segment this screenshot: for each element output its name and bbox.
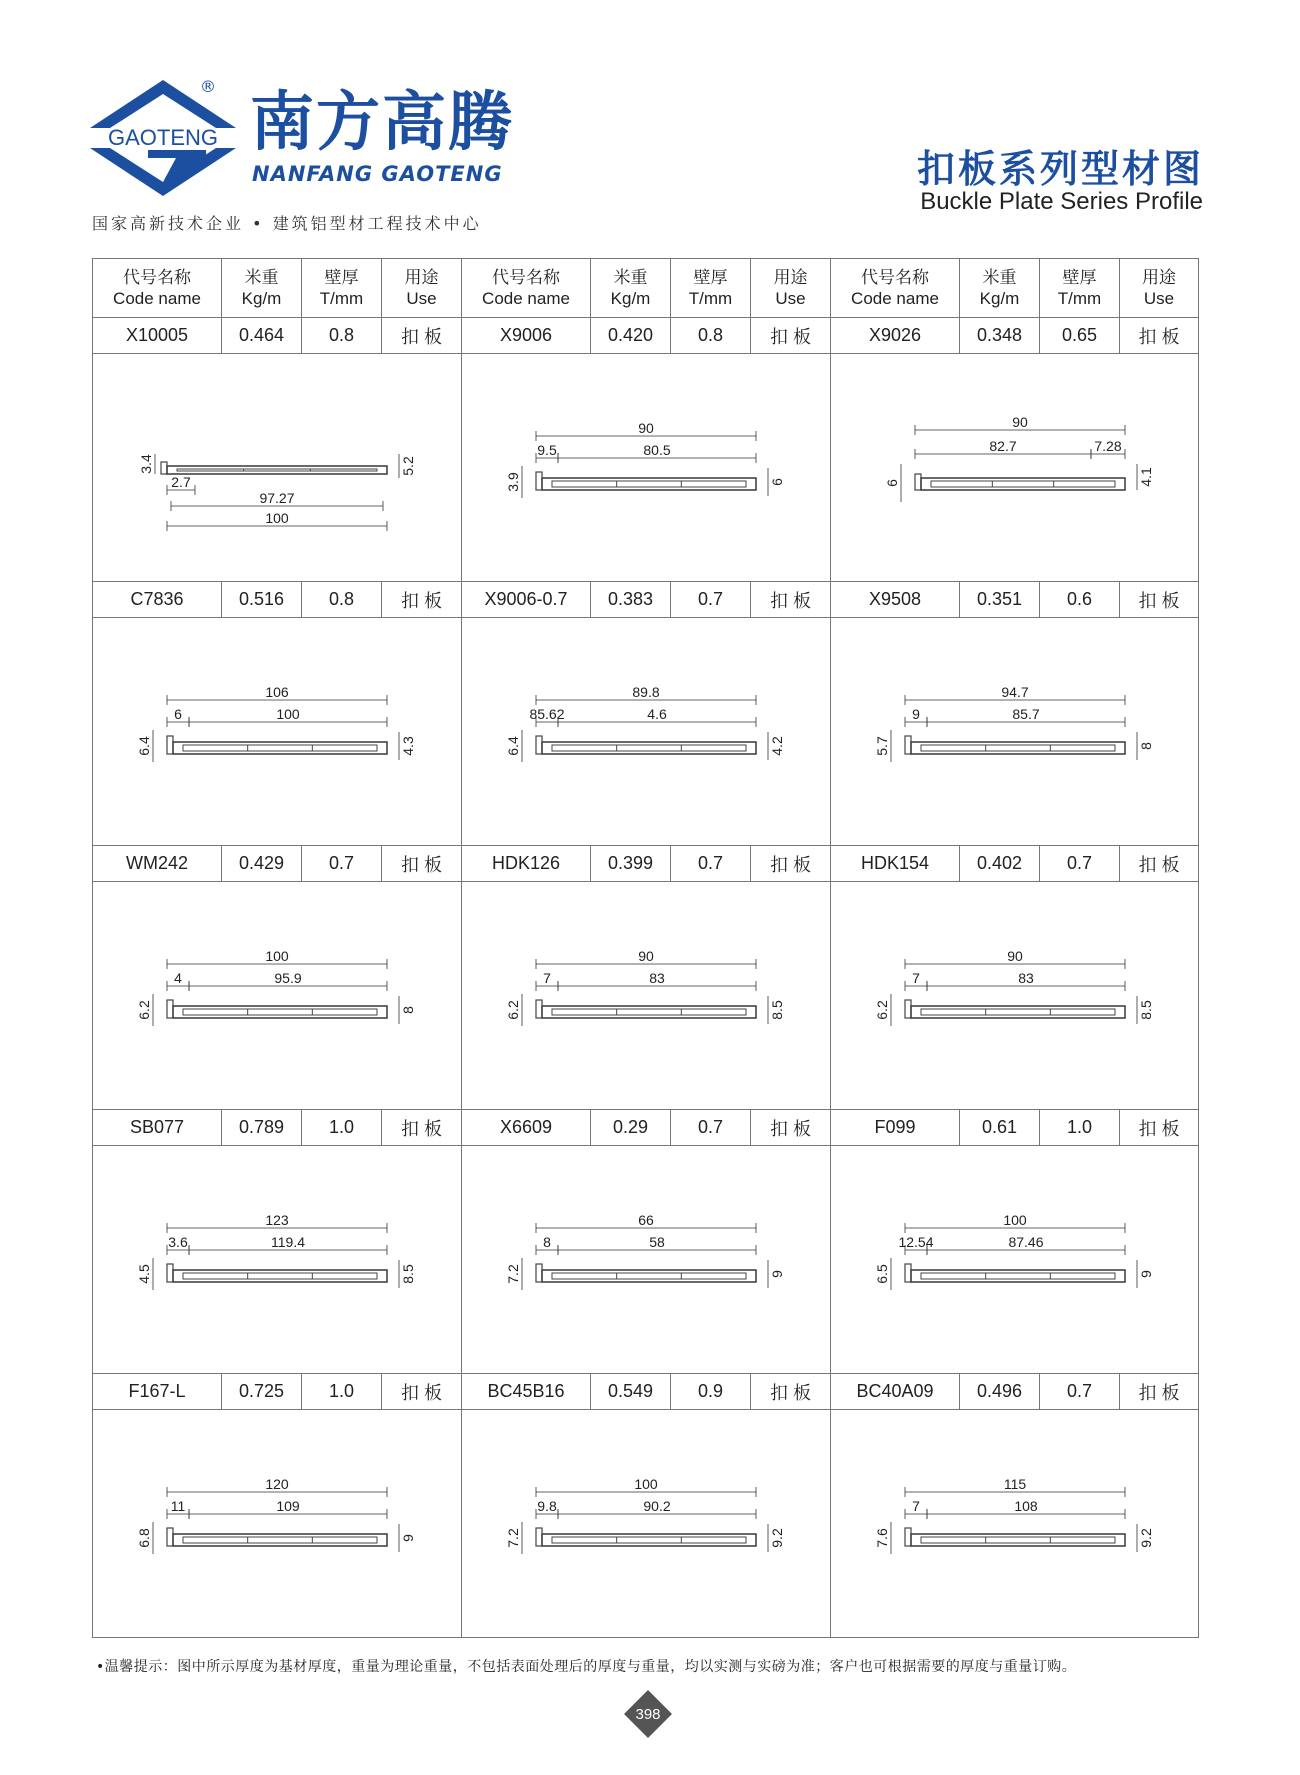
- dimension-label: 100: [1002, 1211, 1027, 1228]
- table-header-row: [93, 259, 1199, 318]
- column-header-en: T/mm: [1057, 289, 1102, 308]
- page-number-badge: [622, 1688, 674, 1740]
- dimension-label: 5.2: [400, 455, 416, 476]
- column-header-cn: 用途: [1142, 268, 1176, 287]
- profile-drawing: [496, 378, 796, 558]
- product-weight: 0.464: [222, 318, 302, 354]
- page-title-cn: 扣板系列型材图: [916, 147, 1204, 191]
- page-title-en: Buckle Plate Series Profile: [920, 188, 1203, 215]
- dimension-label: 89.8: [632, 683, 660, 700]
- dimension-label: 85.62: [529, 705, 565, 722]
- profile-shape: [905, 1264, 1125, 1282]
- product-use: 扣 板: [751, 318, 831, 354]
- product-thickness: 1.0: [1040, 1110, 1120, 1146]
- product-thickness: 0.8: [302, 582, 382, 618]
- column-header: [671, 259, 751, 318]
- product-weight: 0.496: [960, 1374, 1040, 1410]
- dimension-label: 87.46: [1007, 1233, 1044, 1250]
- dimension-label: 90.2: [643, 1497, 671, 1514]
- column-header: [302, 259, 382, 318]
- dimension-label: 9.8: [537, 1497, 557, 1514]
- product-use: 扣 板: [1120, 1110, 1199, 1146]
- product-weight: 0.429: [222, 846, 302, 882]
- profile-drawing-cell: [831, 1410, 1199, 1638]
- profile-drawing-cell: [93, 354, 462, 582]
- profile-drawing: [127, 1170, 427, 1350]
- product-weight: 0.351: [960, 582, 1040, 618]
- profile-shape: [536, 736, 756, 754]
- column-header-cn: 代号名称: [492, 268, 560, 287]
- dimension-label: 4: [174, 969, 182, 986]
- profile-drawing-cell: [462, 882, 831, 1110]
- dimension-label: 90: [638, 419, 654, 436]
- column-header-en: Use: [1143, 289, 1175, 308]
- product-weight: 0.399: [591, 846, 671, 882]
- profile-shape: [905, 1528, 1125, 1546]
- dimension-label: 7.6: [873, 1527, 890, 1548]
- dimension-label: 90: [638, 947, 654, 964]
- profile-shape: [536, 1264, 756, 1282]
- product-thickness: 0.8: [671, 318, 751, 354]
- dimension-label: 8: [400, 1005, 416, 1014]
- profile-drawing: [865, 378, 1165, 558]
- dimension-label: 6.4: [136, 735, 152, 756]
- profile-drawing: [496, 1434, 796, 1614]
- product-use: 扣 板: [382, 582, 462, 618]
- dimension-label: 6.2: [136, 999, 152, 1020]
- column-header-en: Use: [406, 289, 437, 308]
- dimension-label: 8: [1137, 741, 1154, 750]
- page-number: 398: [635, 1706, 661, 1723]
- dimension-label: 4.1: [1137, 466, 1154, 487]
- product-drawing-row: [93, 1146, 1199, 1374]
- column-header-en: Kg/m: [610, 289, 651, 308]
- dimension-label: 94.7: [1000, 683, 1029, 700]
- dimension-label: 9.2: [769, 1527, 785, 1548]
- profile-drawing-cell: [462, 354, 831, 582]
- product-code: X9508: [831, 582, 960, 618]
- product-drawing-row: [93, 618, 1199, 846]
- column-header-en: Code name: [482, 289, 570, 308]
- product-use: 扣 板: [1120, 1374, 1199, 1410]
- dimension-label: 4.5: [136, 1263, 152, 1284]
- profile-shape: [536, 1000, 756, 1018]
- product-spec-row: [93, 1374, 1199, 1410]
- dimension-label: 90: [1011, 413, 1028, 430]
- profile-drawing-cell: [462, 1410, 831, 1638]
- product-code: HDK154: [831, 846, 960, 882]
- column-header-cn: 壁厚: [1062, 268, 1097, 287]
- dimension-label: 9.2: [1137, 1527, 1154, 1548]
- product-code: X6609: [462, 1110, 591, 1146]
- dimension-label: 6: [174, 705, 182, 722]
- column-header-en: Use: [775, 289, 806, 308]
- dimension-label: 82.7: [988, 437, 1017, 454]
- column-header-cn: 米重: [613, 268, 648, 287]
- profile-drawing-cell: [831, 618, 1199, 846]
- column-header-en: Kg/m: [241, 289, 282, 308]
- dimension-label: 4.2: [769, 735, 785, 756]
- profile-drawing-cell: [831, 354, 1199, 582]
- dimension-label: 5.7: [873, 735, 890, 756]
- product-weight: 0.516: [222, 582, 302, 618]
- profile-shape: [161, 462, 387, 474]
- column-header-en: T/mm: [688, 289, 733, 308]
- product-use: 扣 板: [382, 846, 462, 882]
- product-code: X9006-0.7: [462, 582, 591, 618]
- dimension-label: 8.5: [400, 1263, 416, 1284]
- dimension-label: 8.5: [1137, 999, 1154, 1020]
- profile-catalog-table: [92, 258, 1198, 1642]
- dimension-label: 3.4: [138, 453, 154, 474]
- dimension-label: 7.2: [505, 1263, 521, 1284]
- registered-mark: ®: [200, 78, 216, 96]
- dimension-label: 115: [1003, 1475, 1026, 1492]
- product-use: 扣 板: [1120, 582, 1199, 618]
- product-code: WM242: [93, 846, 222, 882]
- column-header-cn: 用途: [404, 268, 439, 287]
- product-thickness: 0.6: [1040, 582, 1120, 618]
- dimension-label: 6: [883, 478, 900, 487]
- dimension-label: 11: [170, 1497, 186, 1514]
- dimension-label: 6.4: [505, 735, 521, 756]
- profile-shape: [536, 1528, 756, 1546]
- column-header: [93, 259, 222, 318]
- product-use: 扣 板: [751, 1110, 831, 1146]
- dimension-label: 123: [265, 1211, 289, 1228]
- brand-name-cn: 南方高腾: [250, 86, 514, 160]
- product-weight: 0.348: [960, 318, 1040, 354]
- product-thickness: 0.7: [1040, 846, 1120, 882]
- profile-shape: [905, 736, 1125, 754]
- dimension-label: 12.54: [897, 1233, 934, 1250]
- profile-drawing-cell: [831, 1146, 1199, 1374]
- product-code: F167-L: [93, 1374, 222, 1410]
- profile-drawing-cell: [93, 1146, 462, 1374]
- dimension-label: 100: [265, 947, 289, 964]
- column-header: [831, 259, 960, 318]
- dimension-label: 7: [543, 969, 551, 986]
- dimension-label: 2.7: [171, 473, 191, 490]
- profile-drawing-cell: [462, 618, 831, 846]
- product-drawing-row: [93, 882, 1199, 1110]
- dimension-label: 109: [276, 1497, 300, 1514]
- dimension-label: 83: [1017, 969, 1034, 986]
- product-weight: 0.383: [591, 582, 671, 618]
- column-header: [222, 259, 302, 318]
- profile-drawing: [865, 1170, 1165, 1350]
- dimension-label: 4.6: [647, 705, 667, 722]
- dimension-label: 108: [1013, 1497, 1038, 1514]
- dimension-label: 8.5: [769, 999, 785, 1020]
- dimension-label: 7.2: [505, 1527, 521, 1548]
- product-use: 扣 板: [751, 846, 831, 882]
- product-spec-row: [93, 318, 1199, 354]
- product-code: SB077: [93, 1110, 222, 1146]
- dimension-label: 9.5: [537, 441, 557, 458]
- dimension-label: 9: [400, 1533, 416, 1542]
- product-spec-row: [93, 582, 1199, 618]
- dimension-label: 9: [911, 705, 920, 722]
- column-header-cn: 米重: [982, 268, 1017, 287]
- product-weight: 0.549: [591, 1374, 671, 1410]
- product-use: 扣 板: [382, 1374, 462, 1410]
- profile-drawing-cell: [462, 1146, 831, 1374]
- dimension-label: 9: [1137, 1269, 1154, 1278]
- product-code: BC40A09: [831, 1374, 960, 1410]
- dimension-label: 106: [265, 683, 289, 700]
- dimension-label: 6.5: [873, 1263, 890, 1284]
- product-thickness: 0.7: [671, 846, 751, 882]
- product-code: F099: [831, 1110, 960, 1146]
- column-header: [462, 259, 591, 318]
- product-spec-row: [93, 1110, 1199, 1146]
- product-thickness: 0.9: [671, 1374, 751, 1410]
- product-thickness: 0.7: [1040, 1374, 1120, 1410]
- profile-drawing: [865, 1434, 1165, 1614]
- profile-shape: [905, 1000, 1125, 1018]
- product-weight: 0.402: [960, 846, 1040, 882]
- product-thickness: 0.7: [671, 582, 751, 618]
- profile-drawing-cell: [831, 882, 1199, 1110]
- column-header: [591, 259, 671, 318]
- profile-drawing: [127, 642, 427, 822]
- profile-drawing-cell: [93, 1410, 462, 1638]
- dimension-label: 3.9: [505, 471, 521, 492]
- dimension-label: 100: [634, 1475, 658, 1492]
- column-header: [1120, 259, 1199, 318]
- product-use: 扣 板: [382, 318, 462, 354]
- profile-drawing: [127, 906, 427, 1086]
- dimension-label: 7.28: [1093, 437, 1122, 454]
- brand-name-en: NANFANG GAOTENG: [252, 162, 503, 186]
- column-header: [1040, 259, 1120, 318]
- column-header-cn: 代号名称: [861, 268, 929, 287]
- product-code: X9026: [831, 318, 960, 354]
- gaoteng-logo-icon: [88, 78, 238, 198]
- dimension-label: 80.5: [643, 441, 671, 458]
- product-thickness: 0.8: [302, 318, 382, 354]
- product-code: HDK126: [462, 846, 591, 882]
- column-header-cn: 壁厚: [324, 268, 359, 287]
- profile-drawing-cell: [93, 882, 462, 1110]
- dimension-label: 6.8: [136, 1527, 152, 1548]
- profile-shape: [915, 474, 1125, 490]
- dimension-label: 85.7: [1011, 705, 1040, 722]
- dimension-label: 6: [769, 477, 785, 486]
- column-header: [960, 259, 1040, 318]
- dimension-label: 58: [649, 1233, 665, 1250]
- product-thickness: 0.7: [671, 1110, 751, 1146]
- company-tagline: 国家高新技术企业 • 建筑铝型材工程技术中心: [92, 214, 482, 233]
- dimension-label: 120: [265, 1475, 289, 1492]
- profile-drawing: [127, 378, 427, 558]
- dimension-label: 8: [543, 1233, 551, 1250]
- dimension-label: 100: [265, 509, 289, 526]
- product-drawing-row: [93, 1410, 1199, 1638]
- dimension-label: 4.3: [400, 735, 416, 756]
- product-spec-row: [93, 846, 1199, 882]
- profile-shape: [167, 1528, 387, 1546]
- column-header-cn: 代号名称: [123, 268, 191, 287]
- product-code: X10005: [93, 318, 222, 354]
- dimension-label: 6.2: [873, 999, 890, 1020]
- profile-shape: [536, 472, 756, 490]
- column-header-en: Code name: [113, 289, 201, 308]
- profile-drawing-cell: [93, 618, 462, 846]
- product-use: 扣 板: [382, 1110, 462, 1146]
- product-weight: 0.61: [960, 1110, 1040, 1146]
- product-weight: 0.725: [222, 1374, 302, 1410]
- dimension-label: 9: [769, 1269, 785, 1278]
- dimension-label: 95.9: [274, 969, 302, 986]
- product-thickness: 0.65: [1040, 318, 1120, 354]
- profile-shape: [167, 736, 387, 754]
- product-weight: 0.29: [591, 1110, 671, 1146]
- dimension-label: 90: [1006, 947, 1023, 964]
- dimension-label: 97.27: [259, 489, 295, 506]
- product-use: 扣 板: [751, 582, 831, 618]
- product-weight: 0.789: [222, 1110, 302, 1146]
- dimension-label: 7: [911, 1497, 920, 1514]
- profile-drawing: [865, 642, 1165, 822]
- product-thickness: 1.0: [302, 1374, 382, 1410]
- column-header: [751, 259, 831, 318]
- column-header-en: Kg/m: [979, 289, 1020, 308]
- column-header-en: Code name: [851, 289, 939, 308]
- dimension-label: 119.4: [271, 1233, 305, 1250]
- product-code: BC45B16: [462, 1374, 591, 1410]
- product-use: 扣 板: [1120, 846, 1199, 882]
- logo-text: GAOTENG: [107, 125, 219, 150]
- product-drawing-row: [93, 354, 1199, 582]
- column-header-en: T/mm: [319, 289, 364, 308]
- dimension-label: 83: [649, 969, 665, 986]
- dimension-label: 7: [911, 969, 920, 986]
- profile-drawing: [127, 1434, 427, 1614]
- column-header-cn: 壁厚: [693, 268, 728, 287]
- footer-note: •温馨提示：图中所示厚度为基材厚度，重量为理论重量，不包括表面处理后的厚度与重量，均以实测与实磅为准；客户也可根据需要的厚度与重量订购。: [96, 1659, 1077, 1675]
- column-header-cn: 米重: [244, 268, 279, 287]
- profile-drawing: [496, 642, 796, 822]
- product-code: X9006: [462, 318, 591, 354]
- profile-shape: [167, 1000, 387, 1018]
- profile-shape: [167, 1264, 387, 1282]
- profile-drawing: [496, 906, 796, 1086]
- product-thickness: 1.0: [302, 1110, 382, 1146]
- product-weight: 0.420: [591, 318, 671, 354]
- profile-drawing: [865, 906, 1165, 1086]
- dimension-label: 100: [276, 705, 300, 722]
- profile-drawing: [496, 1170, 796, 1350]
- product-use: 扣 板: [751, 1374, 831, 1410]
- column-header-cn: 用途: [773, 268, 808, 287]
- product-code: C7836: [93, 582, 222, 618]
- dimension-label: 3.6: [168, 1233, 188, 1250]
- column-header: [382, 259, 462, 318]
- product-use: 扣 板: [1120, 318, 1199, 354]
- dimension-label: 66: [638, 1211, 654, 1228]
- product-thickness: 0.7: [302, 846, 382, 882]
- dimension-label: 6.2: [505, 999, 521, 1020]
